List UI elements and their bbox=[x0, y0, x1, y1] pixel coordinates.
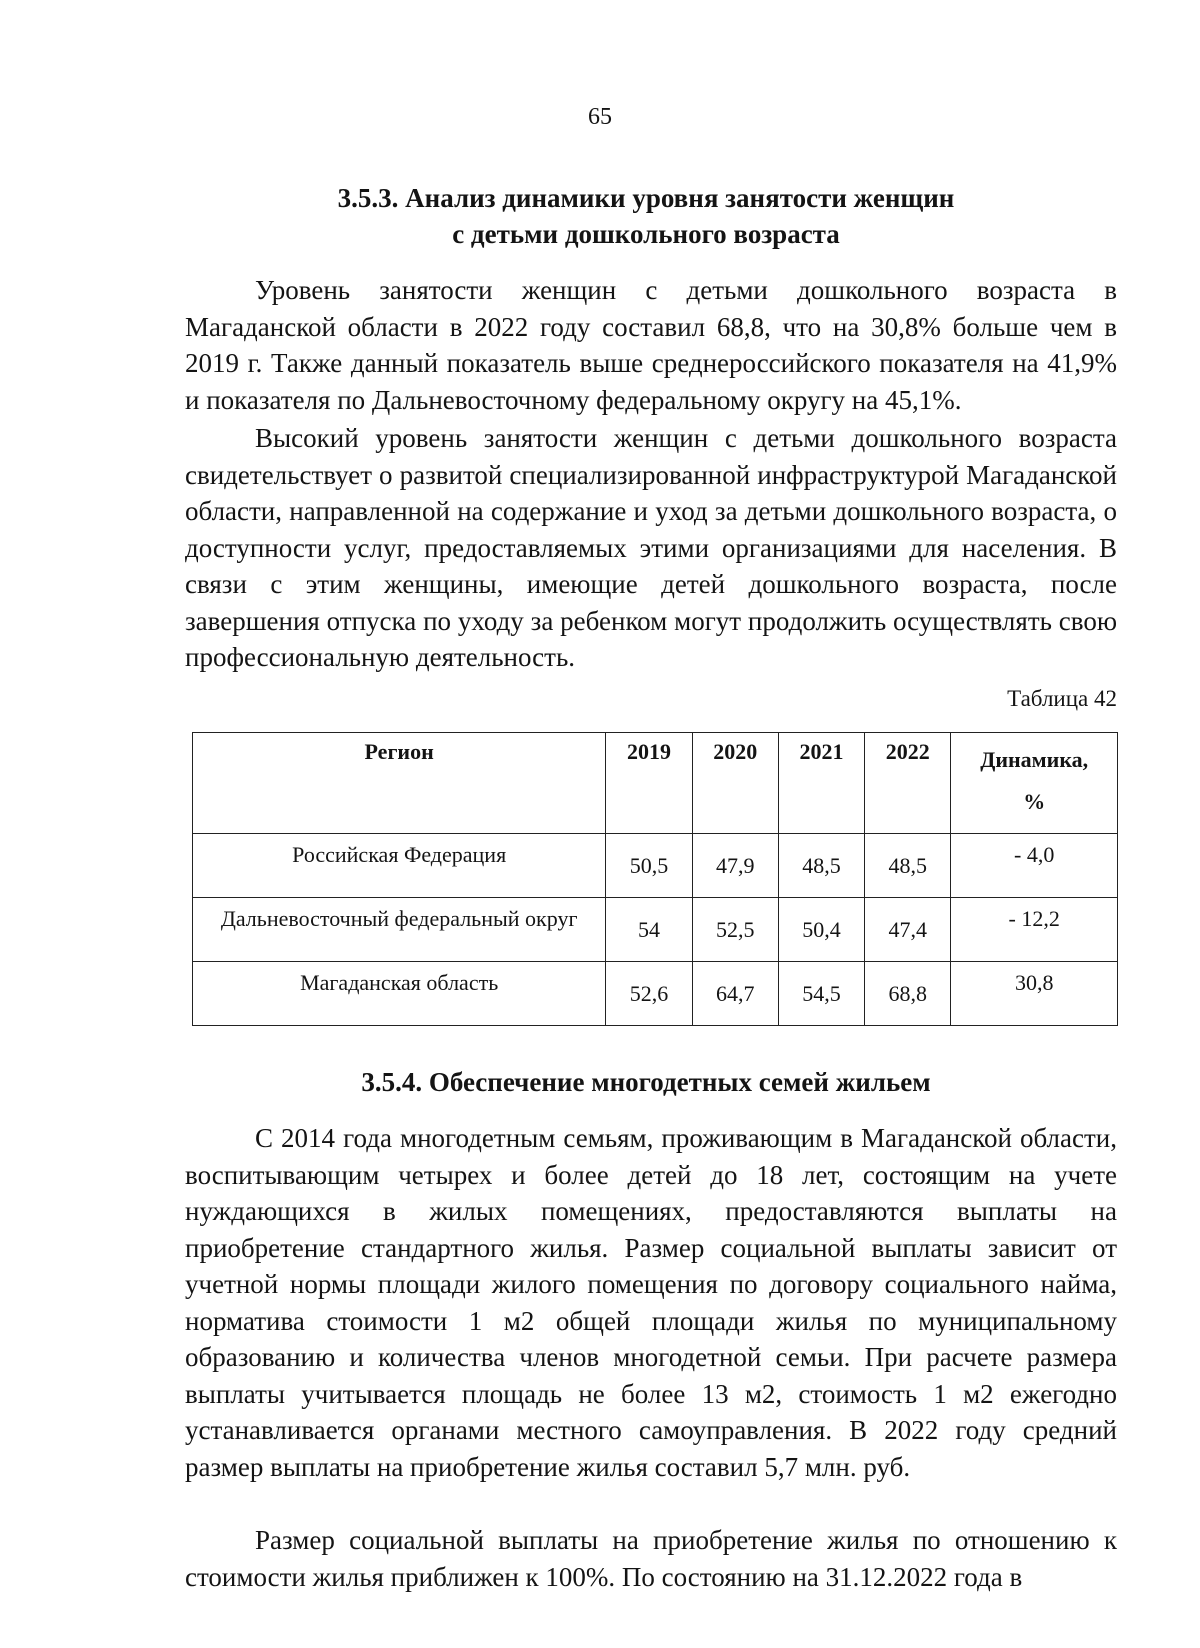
cell-dynamics: - 12,2 bbox=[951, 898, 1118, 962]
cell-2019: 50,5 bbox=[606, 834, 692, 898]
table-row bbox=[193, 962, 1118, 1026]
cell-region: Магаданская область bbox=[193, 962, 606, 1026]
table-header-row bbox=[193, 733, 1118, 834]
paragraph-employment-level: Уровень занятости женщин с детьми дошкольного возраста в Магаданской области в 2022 году составил 68,8, что на 30,8% больше чем в 2019 г. Также данный показатель выше среднероссийского показателя на 41,9% и показателя по Дальневосточному федеральному округу на 45,1%. bbox=[185, 275, 1117, 415]
paragraph-housing-payments: С 2014 года многодетным семьям, проживающим в Магаданской области, воспитывающим четырех и более детей до 18 лет, состоящим на учете нуждающихся в жилых помещениях, предоставляются выплаты на приобретение стандартного жилья. Размер социальной выплаты зависит от учетной нормы площади жилого помещения по договору социального найма, норматива стоимости 1 м2 общей площади жилья по муниципальному образованию и количества членов многодетной семьи. При расчете размера выплаты учитывается площадь не более 13 м2, стоимость 1 м2 ежегодно устанавливается органами местного самоуправления. В 2022 году средний размер выплаты на приобретение жилья составил 5,7 млн. руб. bbox=[185, 1123, 1117, 1482]
heading-line-2: с детьми дошкольного возраста bbox=[452, 219, 840, 249]
paragraph-infrastructure: Высокий уровень занятости женщин с детьми дошкольного возраста свидетельствует о развитой специализированной инфраструктурой Магаданской области, направленной на содержание и уход за детьми дошкольного возраста, о доступности услуг, предоставляемых этими организациями для населения. В связи с этим женщины, имеющие детей дошкольного возраста, после завершения отпуска по уходу за ребенком могут продолжить осуществлять свою профессиональную деятельность. bbox=[185, 423, 1117, 672]
cell-region: Российская Федерация bbox=[193, 834, 606, 898]
heading-line-1: 3.5.3. Анализ динамики уровня занятости женщин bbox=[337, 183, 955, 213]
header-region: Регион bbox=[193, 733, 606, 834]
cell-2020: 64,7 bbox=[692, 962, 778, 1026]
cell-2021: 48,5 bbox=[778, 834, 864, 898]
cell-dynamics: - 4,0 bbox=[951, 834, 1118, 898]
header-2020: 2020 bbox=[692, 733, 778, 834]
paragraph-payment-ratio: Размер социальной выплаты на приобретение жилья по отношению к стоимости жилья приближен к 100%. По состоянию на 31.12.2022 года в bbox=[185, 1525, 1117, 1592]
header-2019: 2019 bbox=[606, 733, 692, 834]
table-caption: Таблица 42 bbox=[1007, 686, 1117, 711]
header-dynamics bbox=[951, 733, 1118, 834]
cell-2022: 48,5 bbox=[865, 834, 951, 898]
cell-2019: 54 bbox=[606, 898, 692, 962]
cell-2021: 54,5 bbox=[778, 962, 864, 1026]
header-2021: 2021 bbox=[778, 733, 864, 834]
employment-table bbox=[192, 732, 1118, 1026]
cell-2020: 52,5 bbox=[692, 898, 778, 962]
cell-region: Дальневосточный федеральный округ bbox=[193, 898, 606, 962]
cell-2021: 50,4 bbox=[778, 898, 864, 962]
table-row bbox=[193, 898, 1118, 962]
section-heading-housing: 3.5.4. Обеспечение многодетных семей жильем bbox=[361, 1067, 931, 1097]
section-heading-employment bbox=[180, 180, 1112, 252]
cell-2022: 68,8 bbox=[865, 962, 951, 1026]
page-number: 65 bbox=[588, 104, 612, 130]
cell-2020: 47,9 bbox=[692, 834, 778, 898]
cell-2022: 47,4 bbox=[865, 898, 951, 962]
cell-dynamics: 30,8 bbox=[951, 962, 1118, 1026]
table-row bbox=[193, 834, 1118, 898]
cell-2019: 52,6 bbox=[606, 962, 692, 1026]
header-dynamics-label: Динамика, bbox=[980, 747, 1089, 772]
header-dynamics-unit: % bbox=[1023, 789, 1046, 814]
header-2022: 2022 bbox=[865, 733, 951, 834]
